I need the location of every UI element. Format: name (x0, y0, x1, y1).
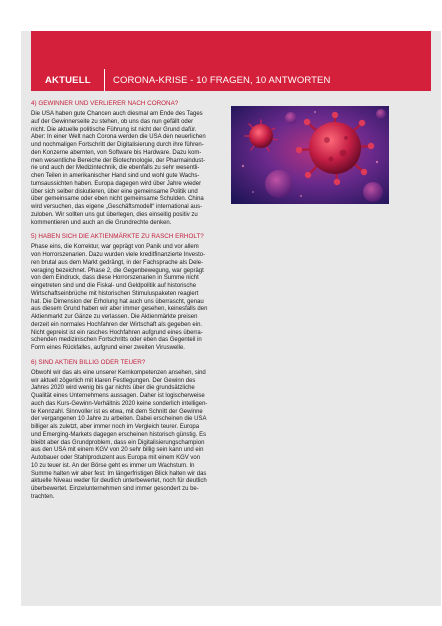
section-body-aktienmaerkte: Phase eins, die Korrektur, war geprägt von Panik und vor allem von Horrorszenarien. Dazu wurden viele kreditfinanzierte Investo- ren brutal aus dem Markt gedrängt, in der Fachsprache als Dele- veraging bezeichnet. Phase 2, die Gegenbewegung, war geprägt von dem Eindruck, dass diese Horrorszenarien in Summe nicht eingetreten sind und die Fiskal- und Geldpolitik auf historische Wirtschaftseinbrüche mit historischen Stimuluspaketen reagiert hat. Die Dimension der Erholung hat auch uns überrascht, genau aus diesem Grund haben wir aber immer gesehen, keinesfalls den Aktienmarkt zur Gänze zu verlassen. Die Aktienmärkte preisen derzeit ein normales Hochfahren der Wirtschaft als gegeben ein. Nicht gepreist ist ein rasches Hochfahren aufgrund eines überra- schenden medizinischen Fortschritts oder eben das Gegenteil in Form eines Rückfalles, aufgrund einer zweiten Viruswelle. (31, 244, 208, 351)
section-body-gewinner: Die USA haben gute Chancen auch diesmal am Ende des Tages auf der Gewinnerseite zu stehen, ob uns das nun gefällt oder nicht. Die aktuelle politische Führung ist nicht der Grund dafür. Aber: In einer Welt nach Corona werden die USA den neuerlichen und nochmaligen Fortschritt der Digitalisierung durch ihre führen- den Konzerne abernten, von Software bis Hardware. Dazu kom- men wesentliche Bereiche der Biotechnologie, der Pharmaindust- rie und auch der Medizintechnik, die ebenfalls zu sehr wesentli- chen Teilen in amerikanischer Hand sind und wohl gute Wachs- tumsaussichten haben. Europa dagegen wird über Jahre wieder über sich selber diskutieren, über eine gemeinsame Politik und über gemeinsame oder eben nicht gemeinsame Schulden. China wird versuchen, das eigene „Geschäftsmodell“ international aus- zuloben. Wir sollten uns gut überlegen, dies einseitig positiv zu kommentieren und auch an die Grundrechte denken. (31, 111, 206, 226)
section-body-billig-teuer: Obwohl wir das als eine unserer Kernkompetenzen ansehen, sind wir aktuell zögerlich mit klaren Festlegungen. Der Gewinn des Jahres 2020 wird wenig bis gar nichts über die grundsätzliche Qualität eines Unternehmens aussagen. Daher ist logischerweise auch das Kurs-Gewinn-Verhältnis 2020 keine sonderlich intelligen- te Kennzahl. Sinnvoller ist es etwa, mit dem Schnitt der Gewinne der vergangenen 10 Jahre zu arbeiten. Dabei erscheinen die USA billiger als zuletzt, aber immer noch im Vergleich teurer. Europa und Emerging-Markets dagegen erscheinen historisch günstig. Es bleibt aber das Grundproblem, dass ein Digitalisierungschampion aus den USA mit einem KGV von 20 sehr billig sein kann und ein Autobauer oder Stahlproduzent aus Europa mit einem KGV von 10 zu teuer ist. An der Börse geht es immer um Wachstum. In Summe halten wir aber fest: Im längerfristigen Blick halten wir das aktuelle Niveau weder für deutlich unterbewertet, noch für deutlich überbewertet. Einzelunternehmen sind immer gesondert zu be- trachten. (31, 369, 208, 500)
article-column (31, 100, 229, 508)
header-divider (104, 69, 105, 91)
section-heading-aktienmaerkte: 5) HABEN SICH DIE AKTIENMÄRKTE ZU RASCH ERHOLT? (31, 233, 204, 241)
coronavirus-image (231, 106, 389, 204)
section-heading-billig-teuer: 6) SIND AKTIEN BILLIG ODER TEUER? (31, 358, 146, 366)
section-heading-gewinner: 4) GEWINNER UND VERLIERER NACH CORONA? (31, 100, 179, 107)
header-title: CORONA-KRISE - 10 FRAGEN, 10 ANTWORTEN (113, 75, 331, 86)
section-label: AKTUELL (45, 75, 91, 86)
header-banner (31, 31, 431, 91)
